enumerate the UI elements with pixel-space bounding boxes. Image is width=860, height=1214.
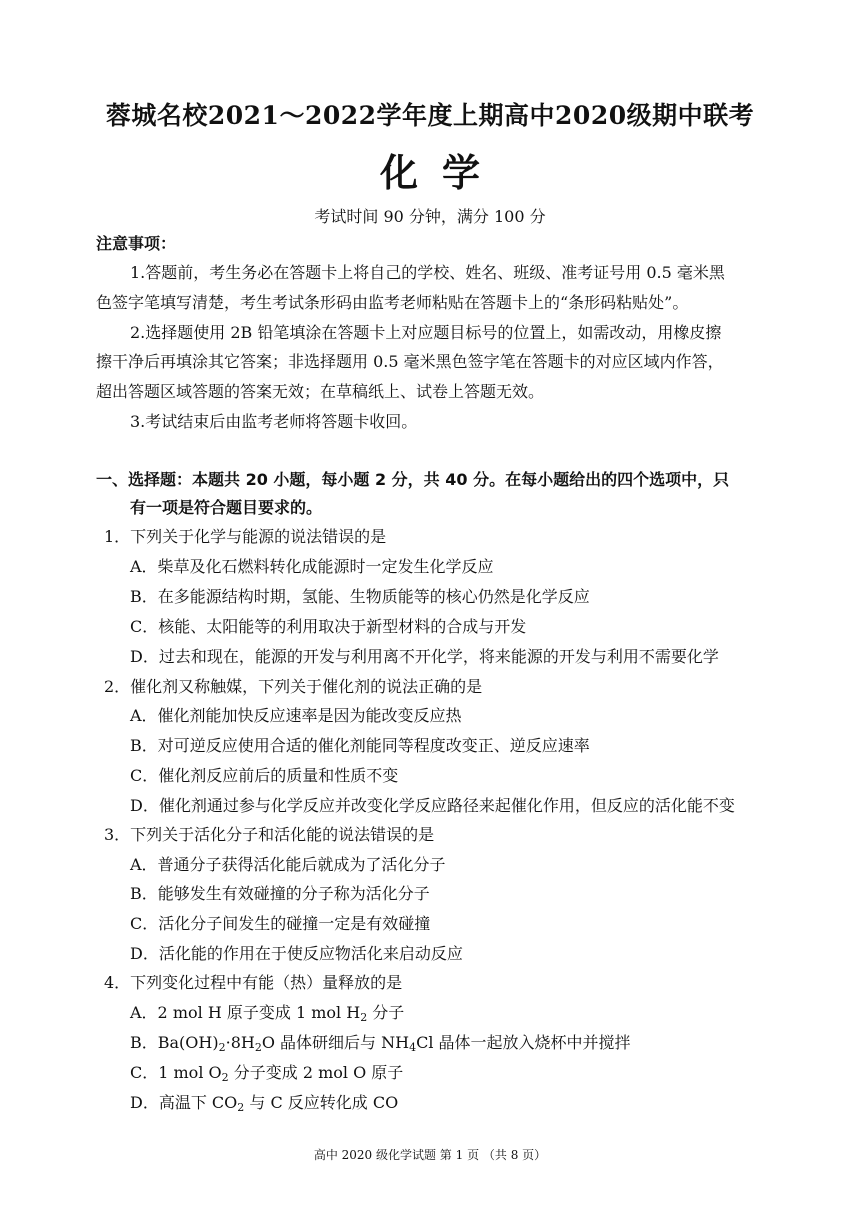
question-option: A．催化剂能加快反应速率是因为能改变反应热 [130, 706, 462, 725]
section-heading: 一、选择题：本题共 20 小题，每小题 2 分，共 40 分。在每小题给出的四个选项中，只 [96, 470, 730, 489]
notes-line: 3.考试结束后由监考老师将答题卡收回。 [130, 412, 418, 431]
question-stem: 1．下列关于化学与能源的说法错误的是 [104, 527, 387, 546]
question-stem: 2．催化剂又称触媒，下列关于催化剂的说法正确的是 [104, 677, 483, 696]
exam-time-info: 考试时间 90 分钟，满分 100 分 [314, 207, 546, 226]
exam-title: 蓉城名校2021～2022学年度上期高中2020级期中联考 [105, 101, 755, 130]
notes-line: 色签字笔填写清楚，考生考试条形码由监考老师粘贴在答题卡上的“条形码粘贴处”。 [96, 293, 689, 312]
subscript: 4 [409, 1041, 417, 1054]
question-option: A．柴草及化石燃料转化成能源时一定发生化学反应 [130, 557, 494, 576]
option-text: 分子变成 2 mol O 原子 [228, 1063, 404, 1082]
option-text: 与 C 反应转化成 CO [244, 1093, 399, 1112]
notes-line: 擦干净后再填涂其它答案；非选择题用 0.5 毫米黑色签字笔在答题卡的对应区域内作答， [96, 352, 724, 371]
option-text: ·8H [225, 1033, 255, 1052]
section-heading: 有一项是符合题目要求的。 [130, 498, 323, 517]
option-text: A．2 mol H 原子变成 1 mol H [130, 1003, 361, 1022]
question-option: B．对可逆反应使用合适的催化剂能同等程度改变正、逆反应速率 [130, 736, 590, 755]
question-option: B．在多能源结构时期，氢能、生物质能等的核心仍然是化学反应 [130, 587, 590, 606]
option-text: D．高温下 CO [130, 1093, 238, 1112]
option-text: 分子 [367, 1003, 405, 1022]
question-option: A．普通分子获得活化能后就成为了活化分子 [130, 855, 446, 874]
option-text: O 晶体研细后与 NH [261, 1033, 410, 1052]
option-text: B．Ba(OH) [130, 1033, 219, 1052]
question-option [130, 1092, 398, 1114]
question-option: C．核能、太阳能等的利用取决于新型材料的合成与开发 [130, 617, 527, 636]
notes-heading: 注意事项： [96, 234, 177, 253]
question-option: C．活化分子间发生的碰撞一定是有效碰撞 [130, 914, 431, 933]
question-option [130, 1002, 404, 1024]
question-stem: 3．下列关于活化分子和活化能的说法错误的是 [104, 825, 435, 844]
question-option: C．催化剂反应前后的质量和性质不变 [130, 766, 399, 785]
question-option [130, 1032, 631, 1054]
notes-line: 1.答题前，考生务必在答题卡上将自己的学校、姓名、班级、准考证号用 0.5 毫米黑 [130, 263, 725, 282]
subscript: 2 [221, 1071, 229, 1084]
subscript: 2 [254, 1041, 262, 1054]
question-option: D．过去和现在，能源的开发与利用离不开化学，将来能源的开发与利用不需要化学 [130, 647, 719, 666]
question-stem: 4．下列变化过程中有能（热）量释放的是 [104, 973, 403, 992]
notes-line: 2.选择题使用 2B 铅笔填涂在答题卡上对应题目标号的位置上，如需改动，用橡皮擦 [130, 323, 722, 342]
subscript: 2 [360, 1011, 368, 1024]
question-option [130, 1062, 403, 1084]
option-text: Cl 晶体一起放入烧杯中并搅拌 [416, 1033, 631, 1052]
notes-line: 超出答题区域答题的答案无效；在草稿纸上、试卷上答题无效。 [96, 382, 545, 401]
question-option: D．活化能的作用在于使反应物活化来启动反应 [130, 944, 463, 963]
option-text: C．1 mol O [130, 1063, 222, 1082]
subject-title: 化学 [379, 150, 504, 195]
subscript: 2 [218, 1041, 226, 1054]
subscript: 2 [237, 1101, 245, 1114]
question-option: D．催化剂通过参与化学反应并改变化学反应路径来起催化作用，但反应的活化能不变 [130, 796, 735, 815]
question-option: B．能够发生有效碰撞的分子称为活化分子 [130, 884, 430, 903]
page-footer: 高中 2020 级化学试题 第 1 页 （共 8 页） [313, 1148, 547, 1162]
